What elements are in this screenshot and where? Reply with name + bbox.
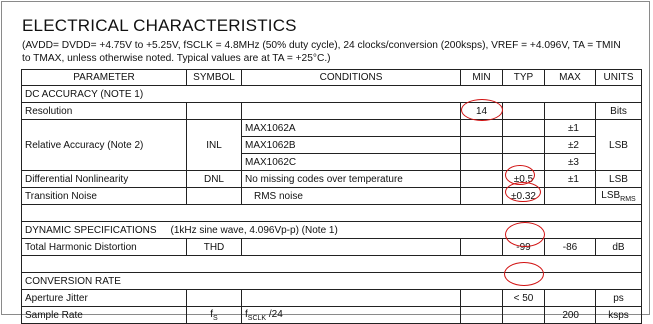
rel-acc-c-max: ±3 [545,154,596,171]
page-title: ELECTRICAL CHARACTERISTICS [22,16,297,35]
header-units: UNITS [596,70,642,86]
rel-acc-symbol: INL [187,120,242,171]
rel-acc-b-cond: MAX1062B [242,137,461,154]
header-max: MAX [545,70,596,86]
rate-symbol-main: f [210,308,214,320]
table-row [22,103,642,120]
thd-max: -86 [545,239,596,256]
dnl-symbol: DNL [187,171,242,188]
noise-typ: ±0.32 [503,188,545,205]
section-dc-row [22,86,642,103]
thd-symbol: THD [187,239,242,256]
header-conditions: CONDITIONS [242,70,461,86]
rate-cond-main: f [245,308,248,320]
rate-units: ksps [596,307,642,324]
section-dynamic-title [22,222,642,239]
conditions-note-line2: to TMAX, unless otherwise noted. Typical values are at TA = +25°C.) [22,52,331,64]
rate-cond-sub: SCLK [247,314,267,322]
resolution-param: Resolution [22,103,187,120]
jitter-typ: < 50 [503,290,545,307]
resolution-units: Bits [596,103,642,120]
dnl-max: ±1 [545,171,596,188]
noise-units [596,188,642,205]
rate-param: Sample Rate [22,307,187,324]
table-row [22,188,642,205]
rel-acc-b-max: ±2 [545,137,596,154]
rate-max: 200 [545,307,596,324]
noise-units-main: LSB [601,189,621,201]
rate-symbol-sub: S [213,314,218,322]
table-row [22,290,642,307]
header-typ: TYP [503,70,545,86]
rate-cond-tail: /24 [266,308,283,320]
section-dynamic-note: (1kHz sine wave, 4.096Vp-p) (Note 1) [170,224,338,236]
header-parameter: PARAMETER [22,70,187,86]
noise-cond: RMS noise [242,188,461,205]
dnl-cond: No missing codes over temperature [242,171,461,188]
section-conversion-title: CONVERSION RATE [22,273,642,290]
jitter-param: Aperture Jitter [22,290,187,307]
section-dc-title: DC ACCURACY (NOTE 1) [22,86,642,103]
dnl-typ: ±0.5 [503,171,545,188]
spec-frame [1,1,650,322]
dnl-param: Differential Nonlinearity [22,171,187,188]
header-row [22,70,642,86]
table-row [22,239,642,256]
spec-table [21,69,642,324]
section-gap [22,256,642,273]
rel-acc-c-cond: MAX1062C [242,154,461,171]
thd-units: dB [596,239,642,256]
section-dynamic-label: DYNAMIC SPECIFICATIONS [25,224,157,236]
conditions-note-line1: (AVDD= DVDD= +4.75V to +5.25V, fSCLK = 4.8MHz (50% duty cycle), 24 clocks/conversion (200ksps), VREF = +4.096V, TA = TMIN [22,40,621,51]
table-row [22,120,642,137]
rel-acc-param: Relative Accuracy (Note 2) [22,120,187,171]
header-min: MIN [461,70,503,86]
rel-acc-a-cond: MAX1062A [242,120,461,137]
noise-param: Transition Noise [22,188,187,205]
rate-cond [242,307,461,324]
noise-units-sub: RMS [620,195,636,203]
rel-acc-units: LSB [596,120,642,171]
dnl-units: LSB [596,171,642,188]
conditions-note [22,40,642,65]
jitter-units: ps [596,290,642,307]
table-row [22,307,642,324]
section-gap [22,205,642,222]
header-symbol: SYMBOL [187,70,242,86]
table-row [22,171,642,188]
thd-param: Total Harmonic Distortion [22,239,187,256]
section-dynamic-row [22,222,642,239]
resolution-min: 14 [461,103,503,120]
rate-symbol [187,307,242,324]
section-conversion-row [22,273,642,290]
thd-typ: -99 [503,239,545,256]
rel-acc-a-max: ±1 [545,120,596,137]
